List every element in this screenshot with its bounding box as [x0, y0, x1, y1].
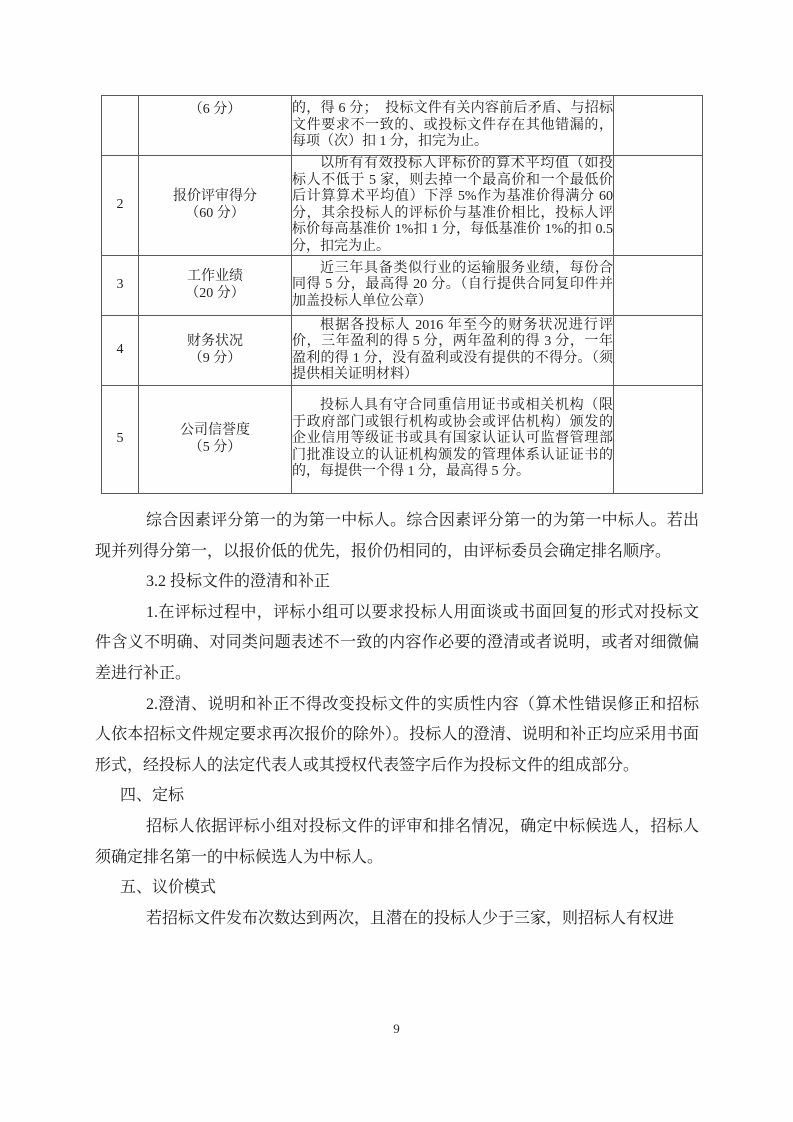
criteria-name-line: （20 分）	[185, 285, 245, 301]
score-cell-empty	[614, 256, 703, 316]
criteria-name-cell	[139, 386, 292, 494]
body-text	[95, 506, 699, 934]
criteria-name-line: 财务状况	[187, 334, 243, 349]
row-number-cell: 3	[102, 256, 139, 316]
row-number-cell: 2	[102, 156, 139, 256]
table-row	[102, 256, 703, 316]
criteria-name-line: （6 分）	[188, 102, 242, 117]
criteria-description-cell: 的，得 6 分； 投标文件有关内容前后矛盾、与招标文件要求不一致的、或投标文件存在其他错漏的，每项（次）扣 1 分，扣完为止。	[292, 96, 614, 156]
score-cell-empty	[614, 156, 703, 256]
criteria-name-line: （9 分）	[188, 350, 242, 366]
paragraph-clarification-2: 2.澄清、说明和补正不得改变投标文件的实质性内容（算术性错误修正和招标人依本招标文件规定要求再次报价的除外）。投标人的澄清、说明和补正均应采用书面形式，经投标人的法定代表人或其授权代表签字后作为投标文件的组成部分。	[95, 695, 699, 774]
criteria-name-line: 报价评审得分	[173, 189, 257, 204]
row-number-cell: 4	[102, 316, 139, 386]
table-row	[102, 386, 703, 494]
heading-section-4-award: 四、定标	[120, 787, 185, 805]
paragraph-award-decision: 招标人依据评标小组对投标文件的评审和排名情况，确定中标候选人，招标人须确定排名第一的中标候选人为中标人。	[95, 817, 699, 866]
criteria-description-cell: 根据各投标人 2016 年至今的财务状况进行评价，三年盈利的得 5 分，两年盈利的得 3 分，一年盈利的得 1 分，没有盈利或没有提供的不得分。（须提供相关证明材料）	[292, 316, 614, 386]
paragraph-clarification-1: 1.在评标过程中，评标小组可以要求投标人用面谈或书面回复的形式对投标文件含义不明确、对同类问题表述不一致的内容作必要的澄清或者说明，或者对细微偏差进行补正。	[95, 603, 699, 682]
score-cell-empty	[614, 386, 703, 494]
table-row	[102, 96, 703, 156]
criteria-name-line: 公司信誉度	[180, 423, 250, 438]
heading-section-5-negotiation: 五、议价模式	[120, 879, 217, 897]
table-row	[102, 156, 703, 256]
paragraph-composite-score: 综合因素评分第一的为第一中标人。综合因素评分第一的为第一中标人。若出现并列得分第一，以报价低的优先，报价仍相同的，由评标委员会确定排名顺序。	[95, 512, 699, 560]
criteria-description-cell: 投标人具有守合同重信用证书或相关机构（限于政府部门或银行机构或协会或评估机构）颁发的企业信用等级证书或具有国家认证认可监督管理部门批准设立的认证机构颁发的管理体系认证证书的的，每提供一个得 1 分，最高得 5 分。	[292, 386, 614, 494]
row-number-cell	[102, 96, 139, 156]
evaluation-criteria-table	[101, 95, 703, 494]
criteria-name-line: 工作业绩	[187, 269, 243, 284]
criteria-description-cell: 以所有有效投标人评标价的算术平均值（如投标人不低于 5 家，则去掉一个最高价和一个最低价后计算算术平均值）下浮 5%作为基准价得满分 60 分，其余投标人的评标价与基准价相比，投标人评标价每高基准价 1%扣 1 分，每低基准价 1%的扣 0.5 分，扣完为止。	[292, 156, 613, 254]
score-cell-empty	[614, 96, 703, 156]
criteria-description-cell: 近三年具备类似行业的运输服务业绩，每份合同得 5 分，最高得 20 分。（自行提供合同复印件并加盖投标人单位公章）	[292, 256, 614, 316]
row-number-cell: 5	[102, 386, 139, 494]
criteria-name-cell	[139, 96, 292, 156]
criteria-name-line: （5 分）	[188, 439, 242, 455]
table-row	[102, 316, 703, 386]
criteria-name-cell	[139, 156, 292, 256]
criteria-name-line: （60 分）	[185, 205, 245, 221]
criteria-name-cell	[139, 316, 292, 386]
heading-3-2-clarification: 3.2 投标文件的澄清和补正	[146, 573, 331, 591]
criteria-name-cell	[139, 256, 292, 316]
paragraph-negotiation: 若招标文件发布次数达到两次，且潜在的投标人少于三家，则招标人有权进	[146, 909, 675, 927]
page-number: 9	[393, 1021, 400, 1036]
score-cell-empty	[614, 316, 703, 386]
